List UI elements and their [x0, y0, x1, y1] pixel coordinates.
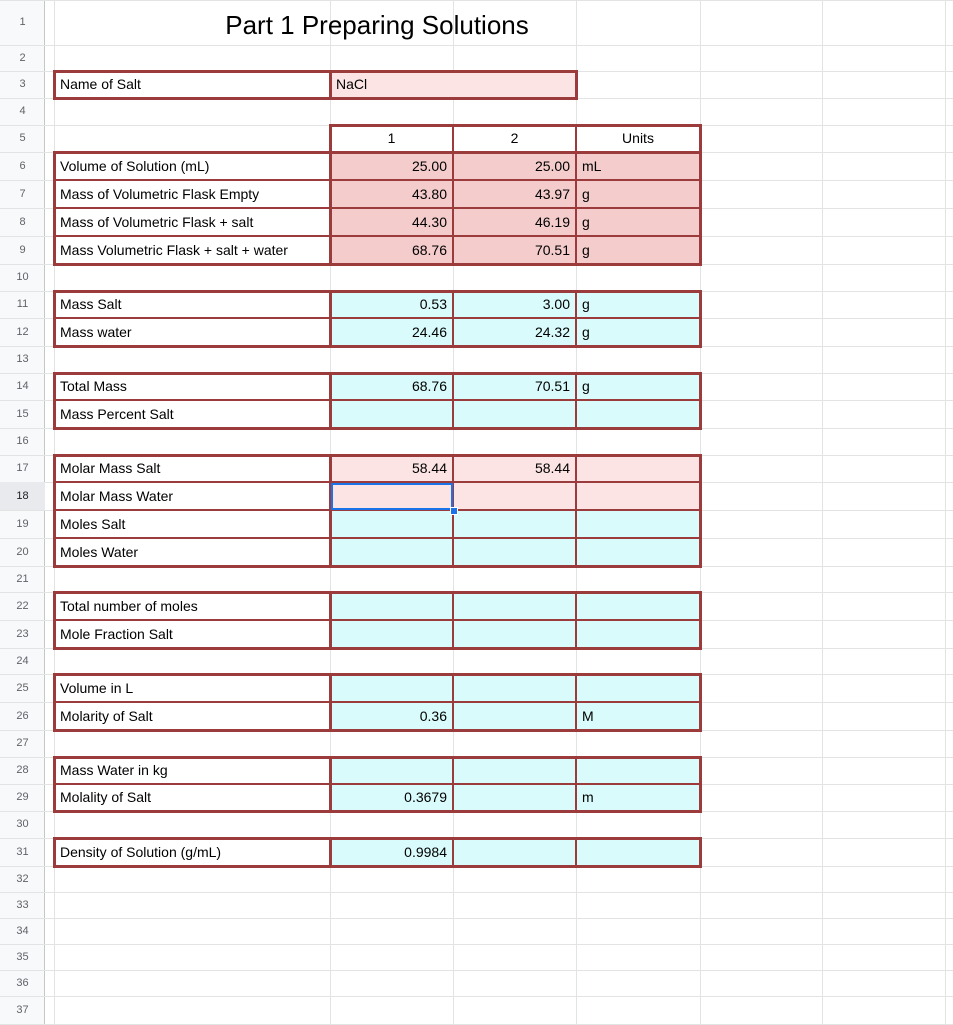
row-number[interactable]: 17: [16, 462, 29, 474]
salt-label[interactable]: Name of Salt: [54, 71, 330, 98]
salt-name-cell[interactable]: NaCl: [330, 71, 576, 98]
cell-border: [54, 619, 330, 621]
row-gridline: [0, 0, 953, 1]
unit-cell[interactable]: M: [576, 702, 700, 730]
active-cell-selection[interactable]: [331, 483, 453, 510]
cell-border: [330, 399, 700, 401]
unit-cell[interactable]: m: [576, 784, 700, 811]
trial-2-value[interactable]: 58.44: [453, 455, 576, 482]
row-number[interactable]: 19: [16, 518, 29, 530]
column-gridline: [822, 0, 823, 1024]
row-number[interactable]: 15: [16, 408, 29, 420]
row-label[interactable]: Mass Volumetric Flask + salt + water: [54, 236, 330, 264]
row-label[interactable]: Volume in L: [54, 674, 330, 702]
cell-border: [330, 179, 700, 181]
row-number[interactable]: 37: [16, 1004, 29, 1016]
unit-cell[interactable]: g: [576, 291, 700, 318]
salt-value-border: [329, 70, 578, 100]
fill-handle[interactable]: [450, 507, 458, 515]
row-number[interactable]: 1: [19, 16, 26, 28]
trial-1-value[interactable]: 0.53: [330, 291, 453, 318]
cell-border: [575, 125, 577, 152]
trial-2-value[interactable]: 70.51: [453, 236, 576, 264]
unit-cell[interactable]: mL: [576, 152, 700, 180]
column-header-trial-2[interactable]: 2: [510, 130, 519, 146]
row-number[interactable]: 2: [19, 52, 26, 64]
cell-border: [54, 207, 330, 209]
row-label[interactable]: Volume of Solution (mL): [54, 152, 330, 180]
row-number[interactable]: 27: [16, 737, 29, 749]
unit-cell[interactable]: g: [576, 318, 700, 346]
label-block-border: [53, 290, 332, 348]
column-gridline: [945, 0, 946, 1024]
row-label[interactable]: Moles Water: [54, 538, 330, 566]
row-number[interactable]: 9: [19, 244, 26, 256]
row-number[interactable]: 4: [19, 105, 26, 117]
value-block-border: [329, 372, 702, 430]
trial-2-value[interactable]: 24.32: [453, 318, 576, 346]
row-number[interactable]: 24: [16, 655, 29, 667]
cell-border: [54, 537, 330, 539]
row-number[interactable]: 16: [16, 435, 29, 447]
row-label[interactable]: Molality of Salt: [54, 784, 330, 811]
cell-border: [54, 179, 330, 181]
row-number[interactable]: 35: [16, 951, 29, 963]
row-number[interactable]: 30: [16, 818, 29, 830]
cell-border: [575, 838, 577, 866]
row-gridline: [0, 918, 953, 919]
value-block-border: [329, 837, 702, 868]
row-number[interactable]: 23: [16, 628, 29, 640]
row-label[interactable]: Mass Water in kg: [54, 757, 330, 784]
column-header-units[interactable]: Units: [622, 130, 654, 146]
label-block-border: [53, 837, 332, 868]
cell-border: [330, 701, 700, 703]
row-label[interactable]: Total Mass: [54, 373, 330, 400]
row-number[interactable]: 10: [16, 271, 29, 283]
trial-1-value[interactable]: 0.36: [330, 702, 453, 730]
trial-1-value[interactable]: 24.46: [330, 318, 453, 346]
trial-2-value[interactable]: 3.00: [453, 291, 576, 318]
row-number[interactable]: 20: [16, 546, 29, 558]
row-label[interactable]: Mass of Volumetric Flask Empty: [54, 180, 330, 208]
unit-cell[interactable]: g: [576, 236, 700, 264]
cell-border: [54, 509, 330, 511]
salt-label-border: [53, 70, 332, 100]
row-number[interactable]: 22: [16, 600, 29, 612]
row-number[interactable]: 28: [16, 764, 29, 776]
cell-border: [452, 125, 454, 152]
trial-1-value[interactable]: 44.30: [330, 208, 453, 236]
trial-1-value[interactable]: 43.80: [330, 180, 453, 208]
row-label[interactable]: Mass of Volumetric Flask + salt: [54, 208, 330, 236]
column-header-trial-1[interactable]: 1: [387, 130, 396, 146]
row-number[interactable]: 5: [19, 132, 26, 144]
row-label[interactable]: Mole Fraction Salt: [54, 620, 330, 648]
row-label[interactable]: Total number of moles: [54, 592, 330, 620]
cell-border: [54, 399, 330, 401]
row-number[interactable]: 7: [19, 188, 26, 200]
row-number[interactable]: 18: [0, 482, 45, 510]
row-label[interactable]: Moles Salt: [54, 510, 330, 538]
row-number[interactable]: 14: [16, 380, 29, 392]
trial-2-value[interactable]: 46.19: [453, 208, 576, 236]
row-number[interactable]: 29: [16, 791, 29, 803]
row-number[interactable]: 34: [16, 925, 29, 937]
trial-1-value[interactable]: 68.76: [330, 236, 453, 264]
page-title: Part 1 Preparing Solutions: [225, 10, 529, 40]
cell-border: [54, 317, 330, 319]
cell-border: [330, 317, 700, 319]
label-block-border: [53, 454, 332, 568]
row-number[interactable]: 12: [16, 326, 29, 338]
trial-2-value[interactable]: 70.51: [453, 373, 576, 400]
unit-cell[interactable]: g: [576, 373, 700, 400]
trial-1-value[interactable]: 0.3679: [330, 784, 453, 811]
row-number[interactable]: 26: [16, 710, 29, 722]
row-number[interactable]: 8: [19, 216, 26, 228]
cell-border: [54, 481, 330, 483]
cell-border: [54, 235, 330, 237]
trial-1-value[interactable]: 68.76: [330, 373, 453, 400]
cell-border: [54, 783, 330, 785]
row-gridline: [0, 996, 953, 997]
row-number[interactable]: 31: [16, 846, 29, 858]
row-number[interactable]: 32: [16, 873, 29, 885]
row-gridline: [0, 892, 953, 893]
row-number[interactable]: 21: [16, 573, 29, 585]
row-label[interactable]: Mass Percent Salt: [54, 400, 330, 428]
cell-border: [54, 701, 330, 703]
row-label[interactable]: Molarity of Salt: [54, 702, 330, 730]
cell-border: [330, 619, 700, 621]
trial-1-value[interactable]: 25.00: [330, 152, 453, 180]
row-gridline: [0, 944, 953, 945]
trial-2-value[interactable]: 25.00: [453, 152, 576, 180]
cell-border: [330, 207, 700, 209]
value-block-border: [329, 454, 702, 568]
row-number[interactable]: 25: [16, 682, 29, 694]
row-label[interactable]: Density of Solution (g/mL): [54, 838, 330, 866]
trial-1-value[interactable]: 0.9984: [330, 838, 453, 866]
row-label[interactable]: Molar Mass Water: [54, 482, 330, 510]
unit-cell[interactable]: g: [576, 208, 700, 236]
value-block-border: [329, 290, 702, 348]
label-block-border: [53, 372, 332, 430]
cell-border: [330, 537, 700, 539]
row-number[interactable]: 6: [19, 160, 26, 172]
row-number[interactable]: 3: [19, 78, 26, 90]
unit-cell[interactable]: g: [576, 180, 700, 208]
header-row-border: [329, 124, 702, 154]
row-label[interactable]: Molar Mass Salt: [54, 455, 330, 482]
cell-border: [452, 838, 454, 866]
row-label[interactable]: Mass water: [54, 318, 330, 346]
row-label[interactable]: Mass Salt: [54, 291, 330, 318]
row-number[interactable]: 11: [16, 298, 29, 310]
row-number[interactable]: 13: [16, 353, 29, 365]
cell-border: [330, 235, 700, 237]
trial-1-value[interactable]: 58.44: [330, 455, 453, 482]
row-gridline: [0, 45, 953, 46]
row-number[interactable]: 36: [16, 977, 29, 989]
row-gridline: [0, 970, 953, 971]
cell-border: [330, 783, 700, 785]
row-number[interactable]: 33: [16, 899, 29, 911]
trial-2-value[interactable]: 43.97: [453, 180, 576, 208]
